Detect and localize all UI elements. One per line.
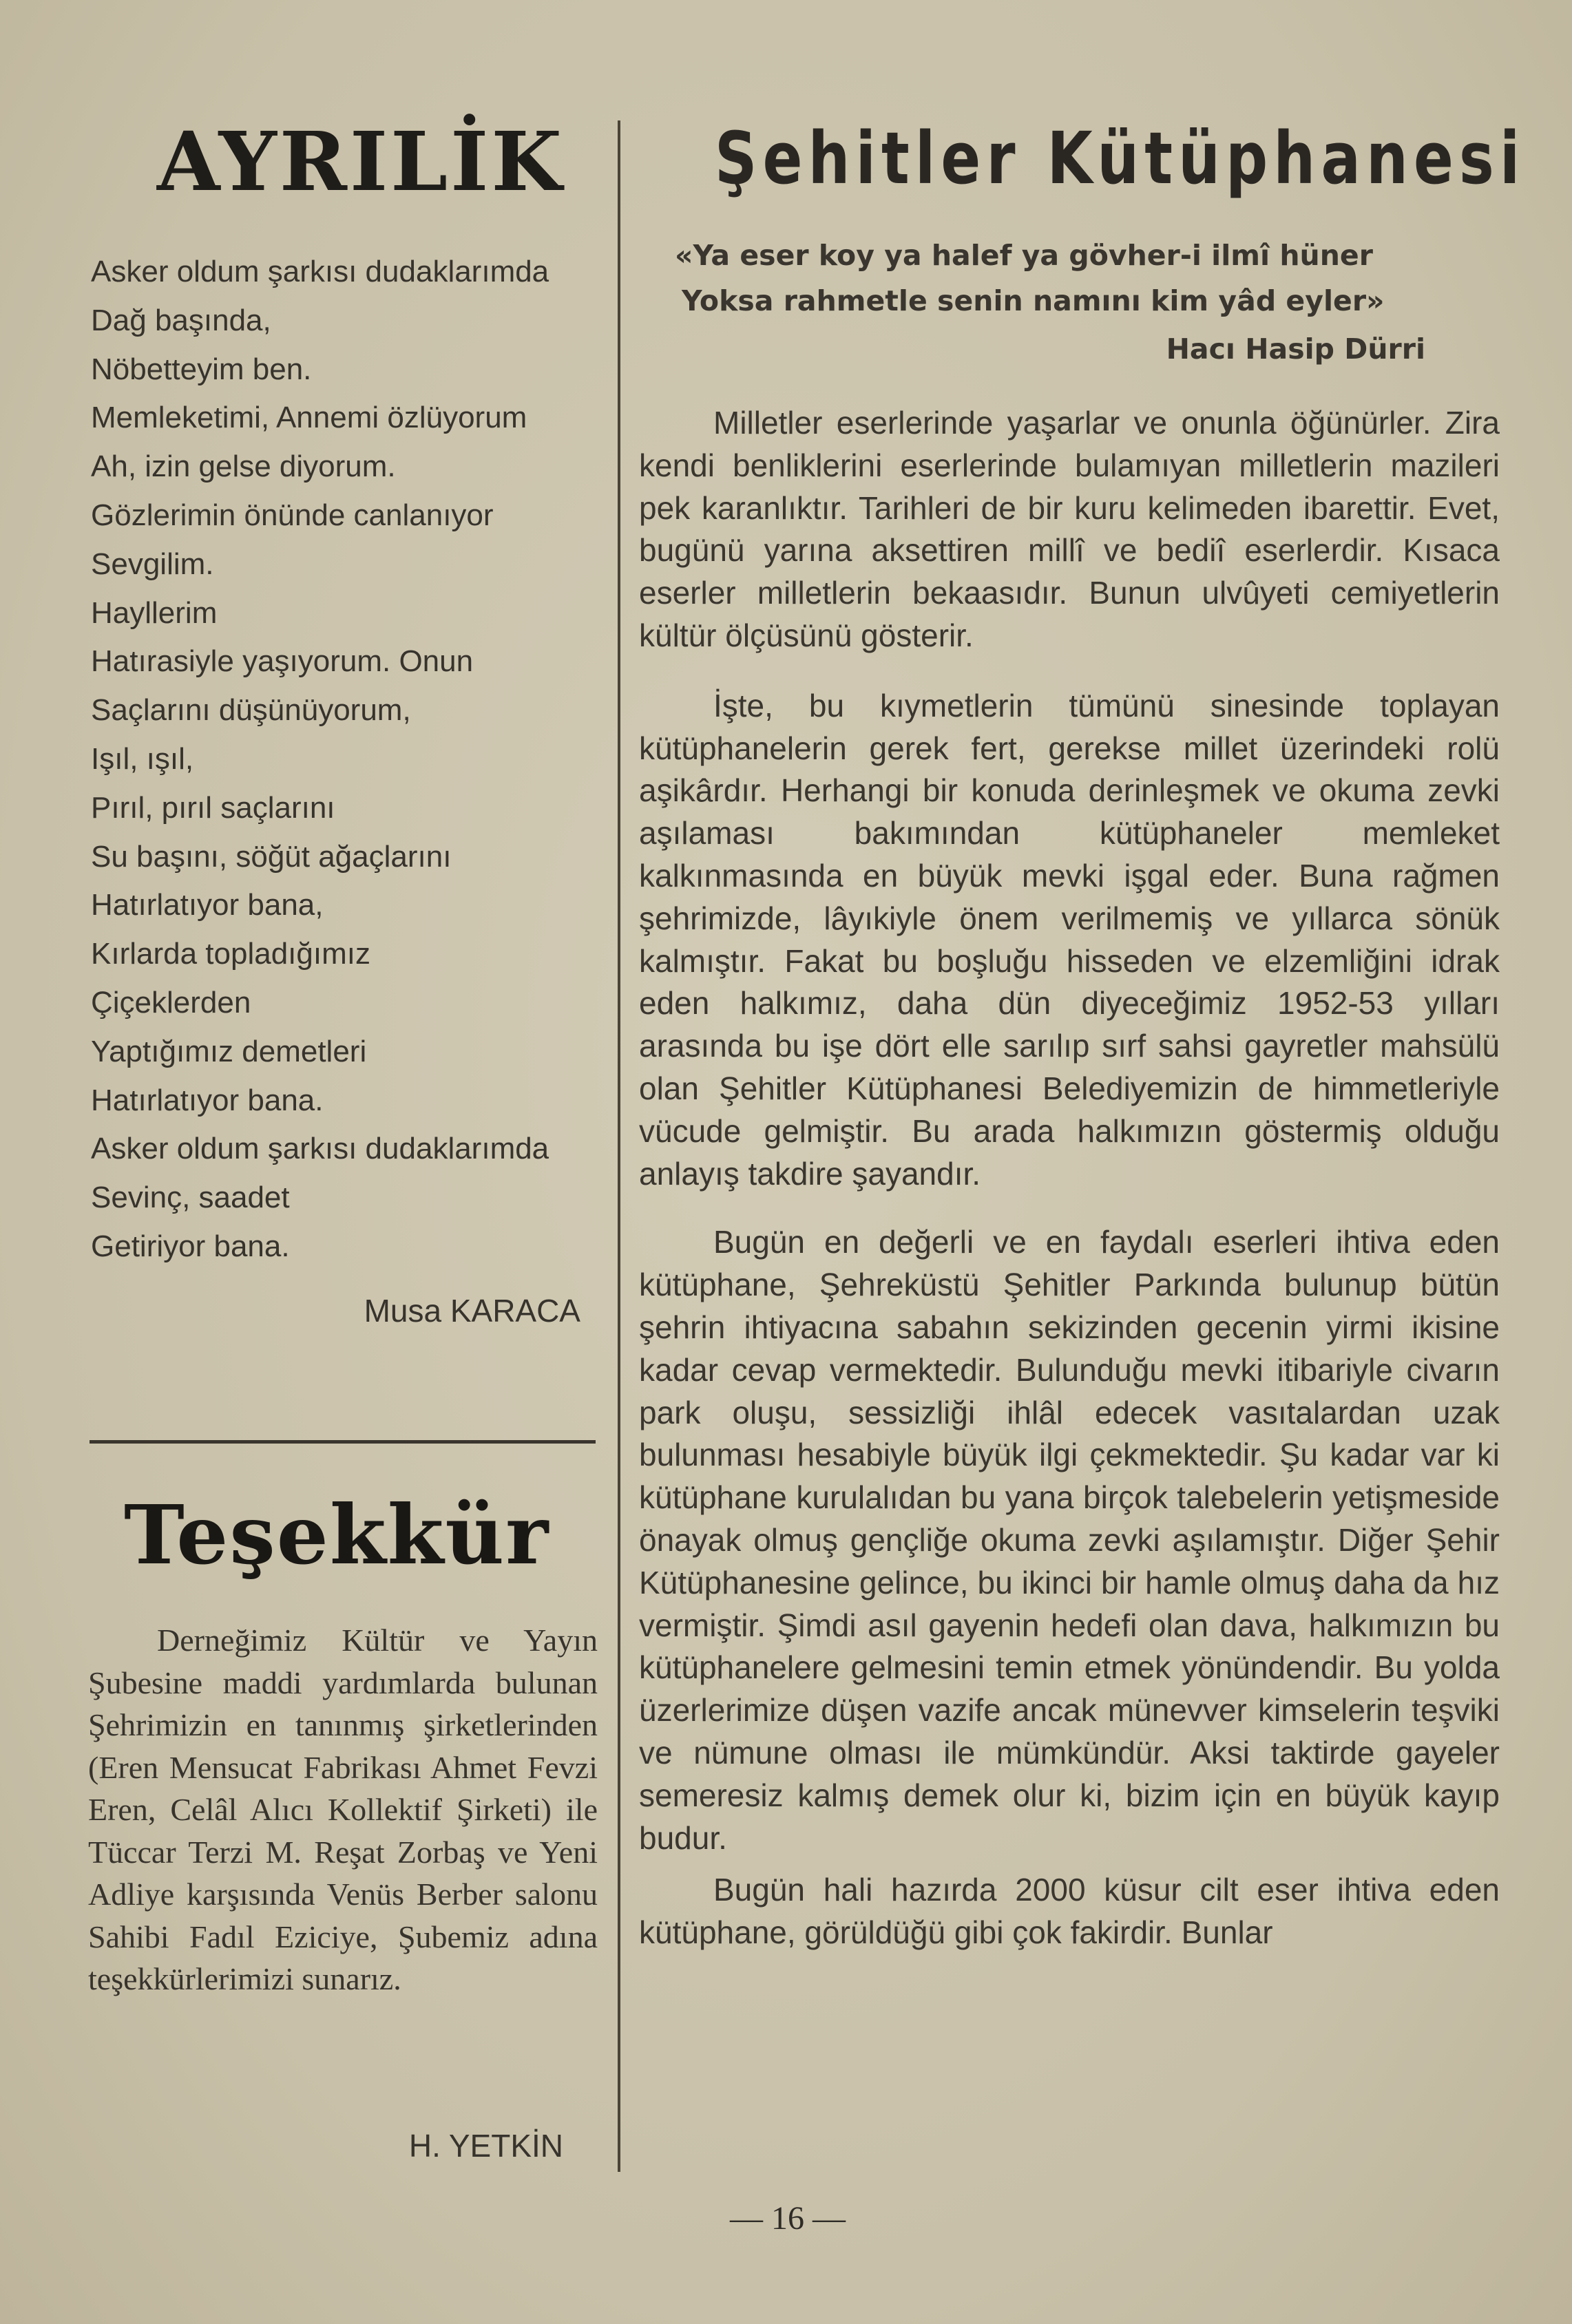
section-rule <box>90 1440 596 1444</box>
poem-title: AYRILİK <box>157 114 565 209</box>
poem-line: Gözlerimin önünde canlanıyor <box>91 498 494 532</box>
poem-line: Hatırlatıyor bana, <box>91 888 324 922</box>
article-paragraph: Bugün hali hazırda 2000 küsur cilt eser ihtiva eden kütüphane, görüldüğü gibi çok fakirdir. Bunlar <box>639 1872 1500 1951</box>
column-divider <box>618 120 620 2172</box>
poem-column <box>88 114 601 1329</box>
poem-line: Pırıl, pırıl saçlarını <box>91 790 335 825</box>
thanks-signature: H. YETKİN <box>408 2128 563 2164</box>
poem-line: Asker oldum şarkısı dudaklarımda <box>91 1132 549 1166</box>
poem-line: Hatırasiyle yaşıyorum. Onun <box>91 644 474 679</box>
epigraph-line-1: «Ya eser koy ya halef ya gövher-i ilmî hüner <box>675 239 1373 272</box>
thanks-body: Derneğimiz Kültür ve Yayın Şubesine maddi yardımlarda bulunan Şehrimizin en tanınmış şirketlerinden (Eren Mensucat Fabrikası Ahmet Fevzi Eren, Celâl Alıcı Kollektif Şirketi) ile Tüccar Terzi M. Reşat Zorbaş ve Yeni Adliye karşısında Venüs Berber salonu Sahibi Fadıl Eziciye, Şubemiz adına teşekkürlerimizi sunarız. <box>88 1623 598 1996</box>
epigraph-author: Hacı Hasip Dürri <box>1166 332 1425 366</box>
article-column <box>639 116 1526 1954</box>
poem-line: Çiçeklerden <box>91 985 251 1020</box>
epigraph-line-2: Yoksa rahmetle senin namını kim yâd eyler» <box>682 284 1385 317</box>
poem-line: Memleketimi, Annemi özlüyorum <box>91 401 527 435</box>
poem-author: Musa KARACA <box>364 1292 580 1329</box>
poem-line: Sevinç, saadet <box>91 1181 290 1215</box>
article-paragraph: İşte, bu kıymetlerin tümünü sinesinde toplayan kütüphanelerin gerek fert, gerekse millet üzerindeki rolü aşikârdır. Herhangi bir konuda derinleşmek ve okuma zevki aşılaması bakımından kütüphaneler memleket kalkınmasında en büyük mevki işgal eder. Buna rağmen şehrimizde, lâyıkiyle önem verilmemiş ve yıllarca sönük kalmıştır. Fakat bu boşluğu hisseden ve elzemliğini idrak eden halkımız, daha dün diyeceğimiz 1952-53 yılları arasında bu işe dört elle sarılıp sırf sahsi gayretler mahsülü olan Şehitler Kütüphanesi Belediyemizin de himmetleriyle vücude gelmiştir. Bu arada halkımızın göstermiş olduğu anlayış takdire şayandır. <box>639 687 1500 1192</box>
poem-line: Su başını, söğüt ağaçlarını <box>91 839 452 874</box>
poem-line: Asker oldum şarkısı dudaklarımda <box>91 255 549 288</box>
poem-line: Hatırlatıyor bana. <box>91 1083 324 1117</box>
page-number: — 16 — <box>730 2200 846 2237</box>
article-paragraph: Milletler eserlerinde yaşarlar ve onunla öğünürler. Zira kendi benliklerini eserlerinde bulamıyan milletlerin mazileri pek karanlıktır. Tarihleri de bir kuru kelimeden ibarettir. Evet, bugünü yarına aksettiren millî ve bediî eserlerdir. Kısaca eserler milletlerin bekaasıdır. Bunun ulvûyeti cemiyetlerin kültür ölçüsünü gösterir. <box>639 405 1500 653</box>
thanks-title: Teşekkür <box>124 1487 550 1583</box>
poem-line: Getiriyor bana. <box>91 1229 290 1263</box>
article-title: Şehitler Kütüphanesi <box>715 116 1526 200</box>
poem-line: Nöbetteyim ben. <box>91 352 312 386</box>
poem-line: Yaptığımız demetleri <box>91 1034 367 1068</box>
poem-line: Hayllerim <box>91 595 218 630</box>
poem-line: Dağ başında, <box>91 303 271 337</box>
poem-line: Ah, izin gelse diyorum. <box>91 450 396 484</box>
poem-line: Saçlarını düşünüyorum, <box>91 693 411 728</box>
poem-line: Kırlarda topladığımız <box>91 937 370 971</box>
poem-line: Işıl, ışıl, <box>91 741 194 776</box>
article-paragraph: Bugün en değerli ve en faydalı eserleri ihtiva eden kütüphane, Şehreküstü Şehitler Parkında bulunup bütün şehrin ihtiyacına sabahın sekizinden gecenin yirmi ikisine kadar cevap vermektedir. Bulunduğu mevki itibariyle civarın park oluşu, sessizliği ihlâl edecek vasıtalardan uzak bulunması hesabiyle büyük ilgi çekmektedir. Şu kadar var ki kütüphane kurulalıdan bu yana birçok talebelerin yetişmeside önayak olmuş gençliğe okuma zevki aşılamıştır. Diğer Şehir Kütüphanesine gelince, bu ikinci bir hamle olmuş daha da hız vermiştir. Şimdi asıl gayenin hedefi olan dava, halkımızın bu kütüphanelere gelmesini temin etmek yönündendir. Bu yolda üzerlerimize düşen vazife ancak münevver kimselerin teşviki ve nümune olması ile mümkündür. Aksi taktirde gayeler semeresiz kalmış demek olur ki, bizim için en büyük kayıp budur. <box>639 1224 1500 1856</box>
poem-lines <box>91 248 601 1271</box>
poem-line: Sevgilim. <box>91 547 214 581</box>
